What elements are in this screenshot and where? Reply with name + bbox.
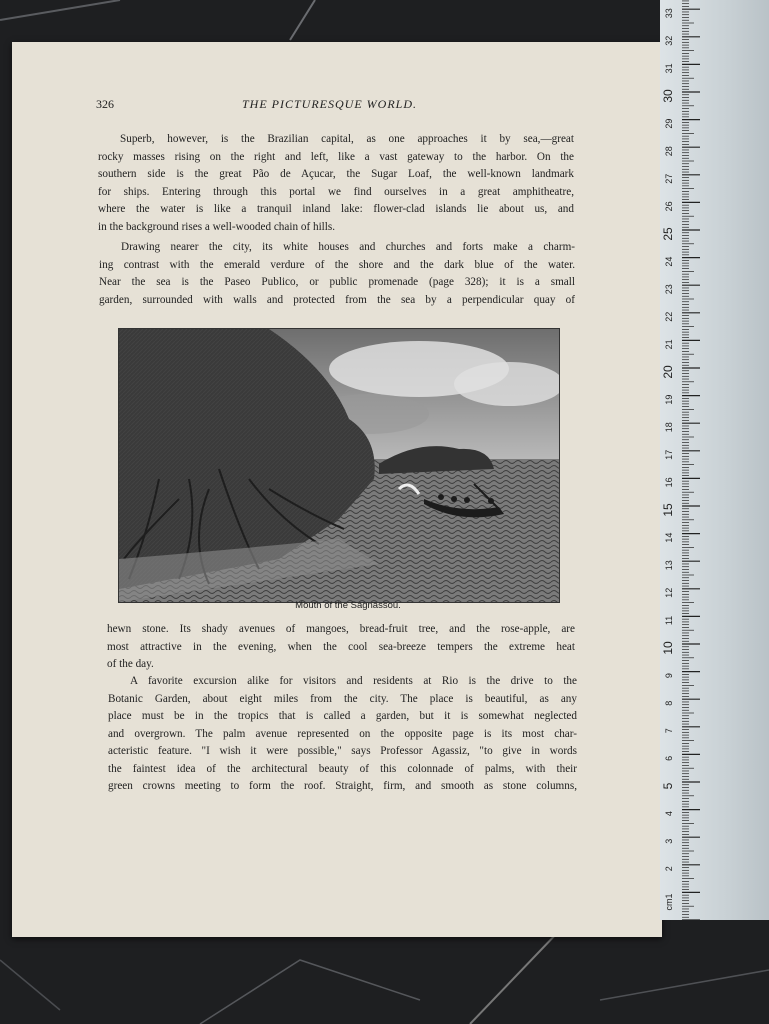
- ruler-number: 9: [664, 673, 674, 679]
- text-line: place must be in the tropics that is called a garden, but it is somewhat neglected: [108, 710, 577, 722]
- illustration-caption: Mouth of the Sagnassou.: [295, 600, 401, 611]
- ruler-number: 13: [664, 560, 674, 571]
- text-line: Botanic Garden, about eight miles from the city. The place is beautiful, as any: [108, 692, 577, 705]
- ruler-number: 30: [661, 89, 675, 103]
- ruler-number: 27: [664, 173, 674, 184]
- ruler-number: 31: [664, 63, 674, 74]
- text-line: garden, surrounded with walls and protected from the sea by a perpendicular quay of: [99, 293, 575, 306]
- ruler-number: 18: [664, 422, 674, 433]
- ruler-number: 24: [664, 256, 674, 267]
- ruler-number: 26: [664, 201, 674, 212]
- ruler-number: 2: [664, 866, 674, 872]
- ruler-scale: [660, 0, 769, 920]
- ruler-number: cm1: [664, 893, 674, 911]
- engraving-illustration: [118, 328, 560, 603]
- ruler-number: 16: [664, 477, 674, 488]
- text-line: of the day.: [107, 658, 154, 670]
- text-line: green crowns meeting to form the roof. Straight, firm, and smooth as stone columns,: [108, 780, 577, 792]
- ruler-number: 8: [664, 700, 674, 706]
- text-line: the faintest idea of the architectural beauty of this colonnade of palms, with their: [108, 762, 577, 775]
- text-line: rocky masses rising on the right and left, like a vast gateway to the harbor. On the: [98, 150, 574, 163]
- page-number: 326: [96, 97, 114, 111]
- ruler-number: 21: [664, 339, 674, 350]
- paragraph-4: [108, 673, 577, 796]
- text-line: for ships. Entering through this portal we find ourselves in a great amphitheatre,: [98, 185, 574, 198]
- ruler-number: 29: [664, 118, 674, 129]
- ruler-number: 10: [661, 641, 675, 655]
- ruler-number: 4: [664, 811, 674, 817]
- ruler-number: 7: [664, 728, 674, 734]
- text-line: southern side is the great Pão de Açucar, the Sugar Loaf, the well-known landmark: [98, 168, 574, 180]
- paragraph-2: [99, 239, 575, 309]
- text-line: most attractive in the evening, when the cool sea-breeze tempers the extreme heat: [107, 640, 575, 653]
- ruler-number: 28: [664, 146, 674, 157]
- ruler-number: 19: [664, 394, 674, 405]
- ruler-number: 12: [664, 587, 674, 598]
- text-line: Near the sea is the Paseo Publico, or public promenade (page 328); it is a small: [99, 276, 575, 288]
- ruler-number: 11: [664, 615, 674, 626]
- text-line: and overgrown. The palm avenue represented on the opposite page is its most char-: [108, 727, 577, 740]
- running-title: THE PICTURESQUE WORLD.: [242, 97, 417, 111]
- ruler-number: 32: [664, 35, 674, 46]
- paragraph-1: [98, 131, 574, 236]
- paragraph-3: [107, 621, 575, 674]
- text-line: in the background rises a well-wooded chain of hills.: [98, 220, 336, 233]
- text-line: where the water is like a tranquil inland lake: flower-clad islands lie about us, and: [98, 203, 574, 215]
- ruler-number: 20: [661, 365, 675, 379]
- centimeter-ruler: [660, 0, 769, 920]
- ruler-number: 3: [664, 838, 674, 844]
- ruler-number: 14: [664, 532, 674, 543]
- text-line: Superb, however, is the Brazilian capital, as one approaches it by sea,—great: [120, 133, 574, 145]
- ruler-number: 5: [661, 782, 675, 790]
- ruler-number: 33: [664, 8, 674, 19]
- text-line: Drawing nearer the city, its white houses and churches and forts make a charm-: [121, 241, 575, 253]
- ruler-number: 23: [664, 284, 674, 295]
- ruler-number: 22: [664, 311, 674, 322]
- mangrove-boat-scene: [119, 329, 559, 602]
- ruler-number: 17: [664, 449, 674, 460]
- ruler-number: 6: [664, 755, 674, 761]
- text-line: A favorite excursion alike for visitors and residents at Rio is the drive to the: [130, 675, 577, 687]
- ruler-number: 15: [661, 503, 675, 517]
- text-line: ing contrast with the emerald verdure of the shore and the dark blue of the water.: [99, 258, 575, 271]
- ruler-number: 25: [661, 227, 675, 241]
- page-header: [96, 97, 576, 113]
- text-line: acteristic feature. "I wish it were possible," says Professor Agassiz, "to give in words: [108, 745, 577, 757]
- text-line: hewn stone. Its shady avenues of mangoes, bread-fruit tree, and the rose-apple, are: [107, 623, 575, 635]
